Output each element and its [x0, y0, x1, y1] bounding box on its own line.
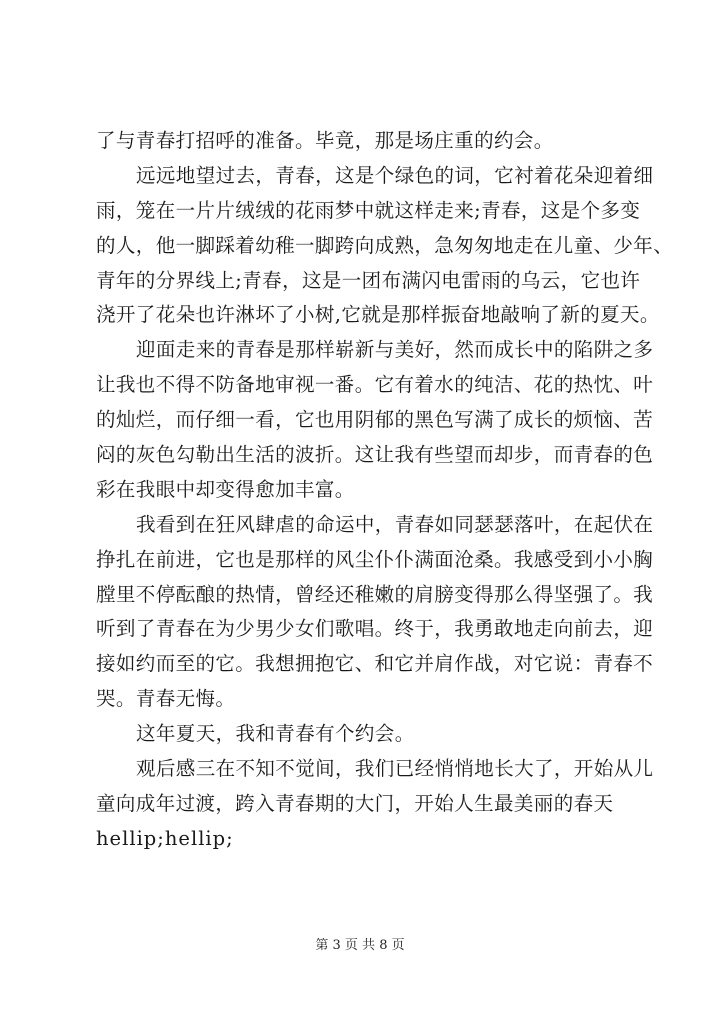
- text-line: 童向成年过渡，跨入青春期的大门，开始人生最美丽的春天: [96, 791, 614, 815]
- page-number-footer: 第 3 页 共 8 页: [315, 938, 405, 953]
- text-line: 接如约而至的它。我想拥抱它、和它并肩作战，对它说：青春不: [96, 652, 654, 676]
- paragraph-start-line: 迎面走来的青春是那样崭新与美好，然而成长中的陷阱之多: [136, 338, 654, 362]
- paragraph-start-line: 我看到在狂风肆虐的命运中，青春如同瑟瑟落叶，在起伏在: [136, 512, 654, 536]
- text-line: 雨，笼在一片片绒绒的花雨梦中就这样走来;青春，这是个多变: [96, 198, 641, 222]
- document-body: [96, 124, 674, 857]
- paragraph-start-line: 这年夏天，我和青春有个约会。: [136, 722, 415, 746]
- text-line: 让我也不得不防备地审视一番。它有着水的纯洁、花的热忱、叶: [96, 373, 654, 397]
- text-line: 哭。青春无悔。: [96, 687, 236, 711]
- text-line: 闷的灰色勾勒出生活的波折。这让我有些望而却步，而青春的色: [96, 443, 654, 467]
- text-line: 了与青春打招呼的准备。毕竟，那是场庄重的约会。: [96, 129, 554, 152]
- text-line: 的灿烂，而仔细一看，它也用阴郁的黑色写满了成长的烦恼、苦: [96, 408, 654, 432]
- text-line: 浇开了花朵也许淋坏了小树,它就是那样振奋地敲响了新的夏天。: [96, 303, 660, 327]
- text-line: 的人，他一脚踩着幼稚一脚跨向成熟，急匆匆地走在儿童、少年、: [96, 233, 674, 257]
- text-line: 彩在我眼中却变得愈加丰富。: [96, 477, 355, 501]
- text-line: 膛里不停酝酿的热情，曾经还稚嫩的肩膀变得那么得坚强了。我: [96, 582, 654, 606]
- text-line: 听到了青春在为少男少女们歌唱。终于，我勇敢地走向前去，迎: [96, 617, 654, 641]
- text-line: hellip;hellip;: [96, 826, 234, 850]
- paragraph-start-line: 观后感三在不知不觉间，我们已经悄悄地长大了，开始从儿: [136, 757, 654, 781]
- paragraph-start-line: 远远地望过去，青春，这是个绿色的词，它衬着花朵迎着细: [136, 163, 654, 187]
- text-line: 挣扎在前进，它也是那样的风尘仆仆满面沧桑。我感受到小小胸: [96, 547, 654, 571]
- text-line: 青年的分界线上;青春，这是一团布满闪电雷雨的乌云，它也许: [96, 268, 641, 292]
